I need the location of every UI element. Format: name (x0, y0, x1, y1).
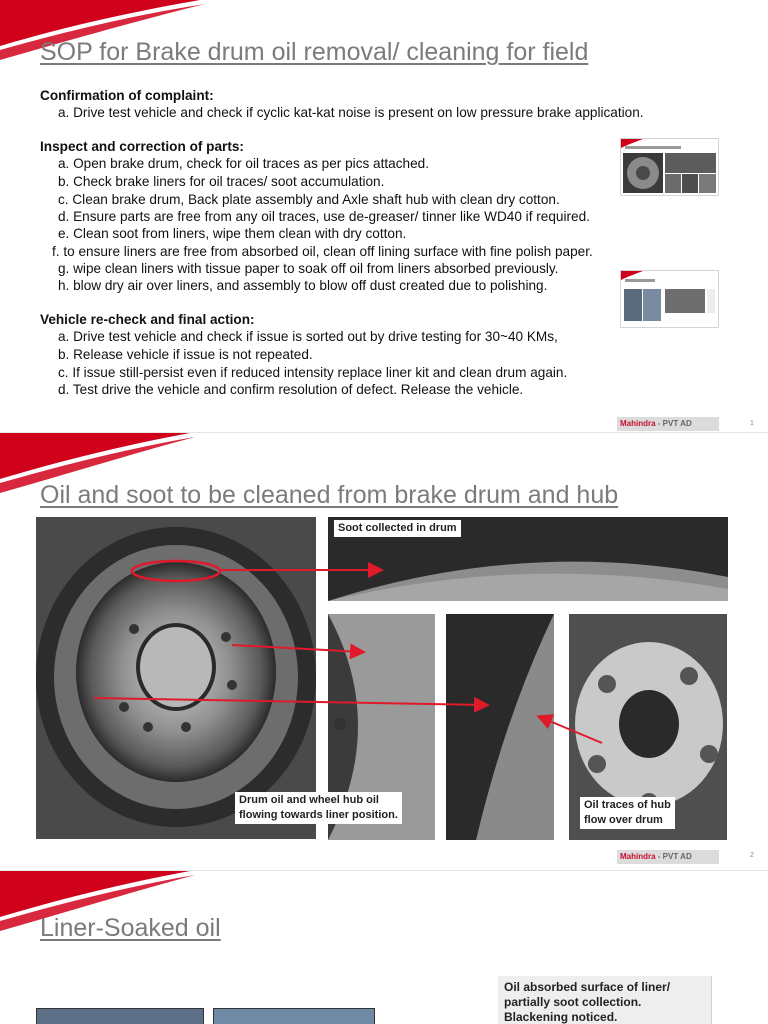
mahindra-logo: Mahindra - PVT AD (617, 417, 719, 431)
list-item: a. Open brake drum, check for oil traces as per pics attached. (58, 156, 429, 171)
section-heading-recheck: Vehicle re-check and final action: (40, 312, 255, 327)
section-heading-complaint: Confirmation of complaint: (40, 88, 214, 103)
thumbnail-drum-slide (620, 138, 719, 196)
caption-hub-oil: Oil traces of hub flow over drum (580, 797, 675, 829)
caption-soot: Soot collected in drum (334, 520, 461, 537)
liner-photo-2 (213, 1008, 375, 1024)
list-item: g. wipe clean liners with tissue paper to soak off oil from liners absorbed previously. (58, 261, 559, 276)
liner-caption-box: Oil absorbed surface of liner/ partially soot collection. Blackening noticed. (498, 976, 712, 1024)
list-item: c. Clean brake drum, Back plate assembly and Axle shaft hub with clean dry cotton. (58, 192, 560, 207)
list-item: d. Test drive the vehicle and confirm resolution of defect. Release the vehicle. (58, 382, 524, 397)
slide-2 (0, 433, 768, 870)
page-number: 1 (750, 420, 754, 427)
list-item: b. Check brake liners for oil traces/ soot accumulation. (58, 174, 385, 189)
liner-photo-1 (36, 1008, 204, 1024)
list-item: a. Drive test vehicle and check if cyclic kat-kat noise is present on low pressure brake application. (58, 105, 644, 120)
slide-1 (0, 0, 768, 432)
slide-2-title: Oil and soot to be cleaned from brake drum and hub (40, 481, 619, 509)
slide-3-title: Liner-Soaked oil (40, 914, 221, 942)
slide-3 (0, 871, 768, 1024)
list-item: c. If issue still-persist even if reduced intensity replace liner kit and clean drum again. (58, 365, 568, 380)
caption-drum-oil: Drum oil and wheel hub oil flowing towards liner position. (235, 792, 402, 824)
page-number: 2 (750, 852, 754, 859)
slide-1-title: SOP for Brake drum oil removal/ cleaning for field (40, 38, 589, 66)
section-heading-inspect: Inspect and correction of parts: (40, 139, 244, 154)
list-item: b. Release vehicle if issue is not repeated. (58, 347, 313, 362)
list-item: a. Drive test vehicle and check if issue is sorted out by drive testing for 30~40 KMs, (58, 329, 558, 344)
list-item: d. Ensure parts are free from any oil traces, use de-greaser/ tinner like WD40 if required. (58, 209, 590, 224)
thumbnail-liner-slide (620, 270, 719, 328)
mahindra-logo: Mahindra - PVT AD (617, 850, 719, 864)
list-item: f. to ensure liners are free from absorbed oil, clean off lining surface with fine polish paper. (52, 244, 593, 259)
list-item: h. blow dry air over liners, and assembly to blow off dust created due to polishing. (58, 278, 548, 293)
list-item: e. Clean soot from liners, wipe them clean with dry cotton. (58, 226, 407, 241)
